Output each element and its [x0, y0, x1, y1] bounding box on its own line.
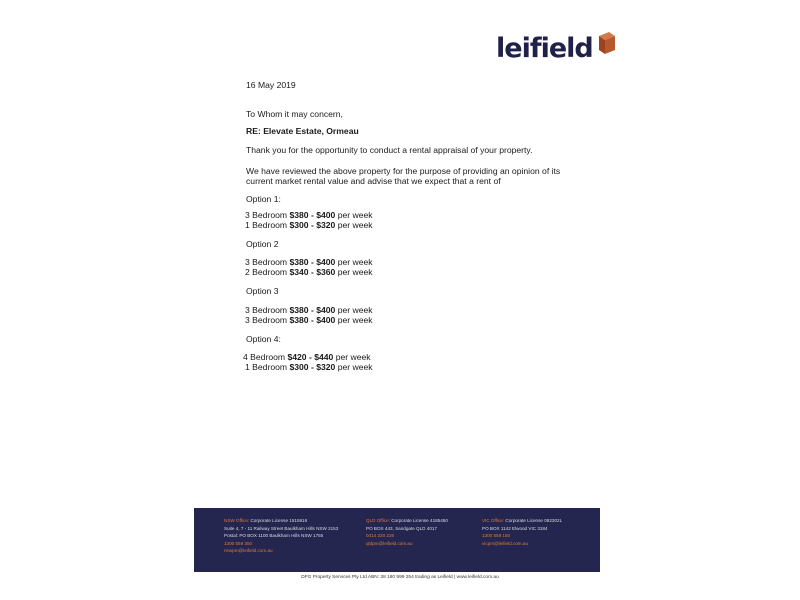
email-link[interactable]: vicpm@leifield.com.au: [482, 540, 529, 546]
rent-price: $380 - $400: [289, 210, 336, 220]
office-label: QLD Office:: [366, 518, 390, 523]
rent-price: $380 - $400: [289, 257, 336, 267]
office-label: VIC Office:: [482, 518, 505, 523]
email-link[interactable]: qldpm@leifield.com.au: [366, 540, 413, 546]
option-heading: Option 3: [246, 286, 279, 296]
rent-price: $380 - $400: [289, 305, 336, 315]
logo-text: leifield: [496, 33, 593, 64]
option-rent-line: 3 Bedroom $380 - $400 per week: [245, 257, 373, 267]
footer-contact-band: [194, 508, 600, 572]
subject-line: RE: Elevate Estate, Ormeau: [246, 126, 359, 136]
phone-number: 1300 559 350: [224, 540, 253, 546]
option-heading: Option 1:: [246, 194, 281, 204]
option-rent-line: 3 Bedroom $380 - $400 per week: [245, 315, 373, 325]
rent-price: $420 - $440: [287, 352, 334, 362]
phone-number: 1300 559 150: [482, 533, 511, 539]
nsw-office-details: NSW Office: Corporate License 1515916 Suite 4, 7 - 11 Railway Street Baulkham Hills NSW 2153 Postal: PO BOX 1100 Baulkham Hills NSW 1755 1300 559 350 nswpm@leifield.com.au: [224, 518, 339, 554]
rent-price: $380 - $400: [289, 315, 336, 325]
option-rent-line: 3 Bedroom $380 - $400 per week: [245, 305, 373, 315]
company-logo: [496, 26, 617, 62]
box-icon: [595, 30, 617, 56]
letter-date: 16 May 2019: [246, 80, 296, 90]
option-rent-line: 3 Bedroom $380 - $400 per week: [245, 210, 373, 220]
salutation: To Whom it may concern,: [246, 109, 343, 119]
rent-price: $300 - $320: [289, 362, 336, 372]
email-link[interactable]: nswpm@leifield.com.au: [224, 548, 273, 554]
body-paragraph: We have reviewed the above property for the purpose of providing an opinion of its current market rental value and advise that we expect that a rent of: [246, 166, 561, 186]
option-heading: Option 2: [246, 239, 279, 249]
option-rent-line: 1 Bedroom $300 - $320 per week: [245, 220, 373, 230]
intro-paragraph: Thank you for the opportunity to conduct a rental appraisal of your property.: [246, 145, 533, 155]
rent-price: $340 - $360: [289, 267, 336, 277]
qld-office-details: QLD Office: Corporate License 4185450 PO BOX 443, Sandgate QLD 4017 0414 220 226 qldpm@leifield.com.au: [366, 518, 448, 546]
letter-body: [243, 80, 576, 372]
option-heading: Option 4:: [246, 334, 281, 344]
option-rent-line: 2 Bedroom $340 - $360 per week: [245, 267, 373, 277]
rent-price: $300 - $320: [289, 220, 336, 230]
abn-footer-text: DFG Property Services Pty Ltd ABN: 38 180 999 254 trading as Leifield | www.leifield.com.au: [301, 575, 499, 580]
option-rent-line: 1 Bedroom $300 - $320 per week: [245, 362, 373, 372]
office-label: NSW Office:: [224, 518, 250, 523]
vic-office-details: VIC Office: Corporate License 082302L PO BOX 1142 Elwood VIC 3184 1300 559 150 vicpm@leifield.com.au: [482, 518, 563, 546]
option-rent-line: 4 Bedroom $420 - $440 per week: [243, 352, 371, 362]
phone-number: 0414 220 226: [366, 533, 395, 539]
